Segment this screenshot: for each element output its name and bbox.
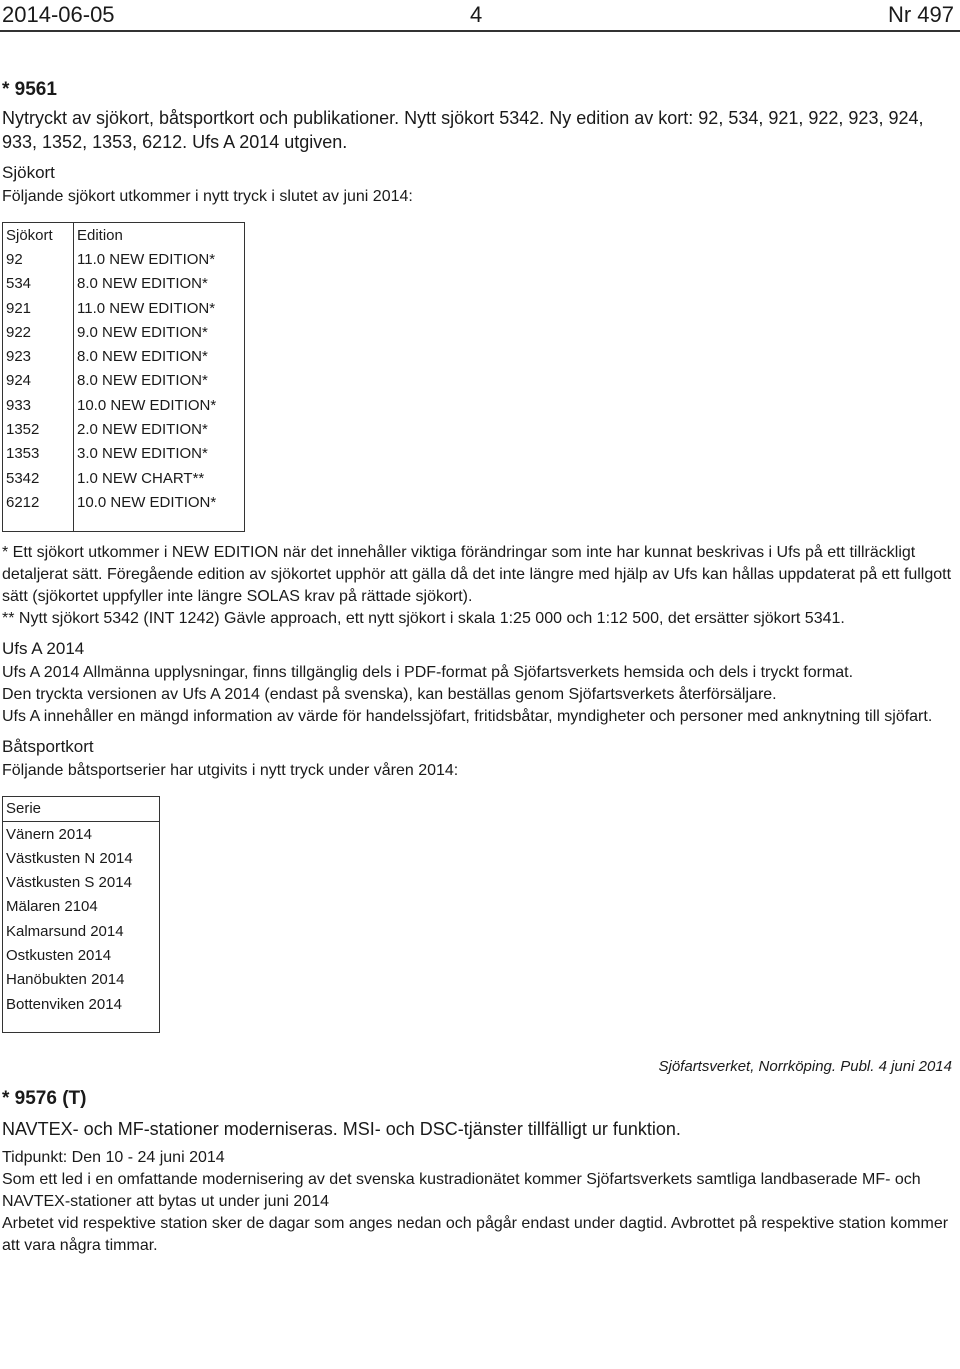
notice-title: Nytryckt av sjökort, båtsportkort och publikationer. Nytt sjökort 5342. Ny edition av kort: 92, 534, 921, 922, 923, 924, 933, 1352, 1353, 6212. Ufs A 2014 utgiven.	[2, 108, 924, 152]
edition-cell: 11.0 NEW EDITION*	[74, 296, 245, 320]
table-row	[3, 296, 245, 320]
boat-charts-intro: Följande båtsportserier har utgivits i nytt tryck under våren 2014:	[2, 761, 459, 779]
notice-number: * 9561	[2, 79, 57, 100]
edition-cell: 11.0 NEW EDITION*	[74, 247, 245, 271]
section-heading-charts: Sjökort	[2, 163, 55, 182]
chart-number-cell: 924	[3, 369, 74, 393]
section-heading-ufs: Ufs A 2014	[2, 638, 85, 658]
series-cell: Bottenviken 2014	[3, 992, 160, 1016]
table-header-row	[3, 223, 245, 248]
chart-number-cell: 1353	[3, 442, 74, 466]
series-cell: Kalmarsund 2014	[3, 919, 160, 943]
empty-cell	[74, 515, 245, 532]
table-row	[3, 393, 245, 417]
table-row	[3, 369, 245, 393]
table-row	[3, 272, 245, 296]
ufs-paragraph-2: Den tryckta versionen av Ufs A 2014 (endast på svenska), kan beställas genom Sjöfartsverkets återförsäljare.	[2, 685, 777, 703]
source-line: Sjöfartsverket, Norrköping. Publ. 4 juni 2014	[658, 1058, 952, 1076]
table-row	[3, 895, 160, 919]
empty-cell	[3, 515, 74, 532]
notice2-paragraph-1: Som ett led i en omfattande modernisering av det svenska kustradionätet kommer Sjöfartsverkets samtliga landbaserade MF- och NAVTEX-stationer att bytas ut under juni 2014	[2, 1171, 921, 1211]
ufs-paragraph-3: Ufs A innehåller en mängd information av värde för handelssjöfart, fritidsbåtar, myndigheter och personer med anknytning till sjöfart.	[2, 707, 933, 725]
table-row	[3, 943, 160, 967]
table-row	[3, 320, 245, 344]
series-cell: Västkusten N 2014	[3, 846, 160, 870]
edition-cell: 8.0 NEW EDITION*	[74, 272, 245, 296]
series-cell: Västkusten S 2014	[3, 870, 160, 894]
edition-cell: 8.0 NEW EDITION*	[74, 369, 245, 393]
chart-number-cell: 923	[3, 344, 74, 368]
page-header	[0, 0, 960, 32]
table-row	[3, 466, 245, 490]
edition-cell: 10.0 NEW EDITION*	[74, 393, 245, 417]
table-row	[3, 490, 245, 514]
chart-number-cell: 921	[3, 296, 74, 320]
edition-cell: 2.0 NEW EDITION*	[74, 417, 245, 441]
chart-number-cell: 92	[3, 247, 74, 271]
chart-number-cell: 6212	[3, 490, 74, 514]
empty-cell	[3, 1016, 160, 1033]
table-row	[3, 919, 160, 943]
table-row	[3, 442, 245, 466]
chart-number-cell: 922	[3, 320, 74, 344]
table-row	[3, 344, 245, 368]
table-header-row	[3, 796, 160, 821]
notice-number-2: * 9576 (T)	[2, 1088, 87, 1110]
table-spacer-row	[3, 1016, 160, 1033]
header-date: 2014-06-05	[2, 2, 115, 27]
page-content	[2, 78, 952, 1257]
chart-number-cell: 933	[3, 393, 74, 417]
section-heading-boat-charts: Båtsportkort	[2, 736, 94, 756]
column-header: Edition	[74, 223, 245, 248]
footnote-new-chart: ** Nytt sjökort 5342 (INT 1242) Gävle approach, ett nytt sjökort i skala 1:25 000 och 1:12 500, det ersätter sjökort 5341.	[2, 609, 845, 627]
series-table	[2, 796, 160, 1034]
column-header: Serie	[3, 796, 160, 821]
notice-title-2: NAVTEX- och MF-stationer moderniseras. MSI- och DSC-tjänster tillfälligt ur funktion.	[2, 1119, 681, 1140]
edition-cell: 3.0 NEW EDITION*	[74, 442, 245, 466]
charts-intro: Följande sjökort utkommer i nytt tryck i slutet av juni 2014:	[2, 188, 413, 205]
edition-cell: 10.0 NEW EDITION*	[74, 490, 245, 514]
ufs-paragraph-1: Ufs A 2014 Allmänna upplysningar, finns tillgänglig dels i PDF-format på Sjöfartsverkets hemsida och dels i tryckt format.	[2, 663, 854, 681]
edition-cell: 8.0 NEW EDITION*	[74, 344, 245, 368]
header-page-number: 4	[470, 2, 483, 27]
footnote-new-edition: * Ett sjökort utkommer i NEW EDITION när det innehåller viktiga förändringar som inte har kunnat beskrivas i Ufs på ett tillräckligt detaljerat sätt. Föregående edition av sjökortet upphör att gälla då det inte längre med hjälp av Ufs kan hållas uppdaterat på ett fullgott sätt (sjökortet uppfyller inte längre SOLAS krav på rättade sjökort).	[2, 543, 952, 605]
table-row	[3, 992, 160, 1016]
edition-cell: 1.0 NEW CHART**	[74, 466, 245, 490]
column-header: Sjökort	[3, 223, 74, 248]
chart-number-cell: 5342	[3, 466, 74, 490]
table-row	[3, 870, 160, 894]
table-row	[3, 821, 160, 846]
notice2-paragraph-2: Arbetet vid respektive station sker de dagar som anges nedan och pågår endast under dagtid. Avbrottet på respektive station kommer att vara några timmar.	[2, 1215, 949, 1255]
series-cell: Hanöbukten 2014	[3, 968, 160, 992]
table-row	[3, 846, 160, 870]
edition-cell: 9.0 NEW EDITION*	[74, 320, 245, 344]
chart-number-cell: 534	[3, 272, 74, 296]
header-issue: Nr 497	[887, 2, 954, 27]
table-row	[3, 417, 245, 441]
charts-table	[2, 222, 245, 532]
series-cell: Mälaren 2104	[3, 895, 160, 919]
chart-number-cell: 1352	[3, 417, 74, 441]
table-spacer-row	[3, 515, 245, 532]
series-cell: Ostkusten 2014	[3, 943, 160, 967]
time-period: Tidpunkt: Den 10 - 24 juni 2014	[2, 1149, 225, 1167]
table-row	[3, 247, 245, 271]
table-row	[3, 968, 160, 992]
series-cell: Vänern 2014	[3, 821, 160, 846]
